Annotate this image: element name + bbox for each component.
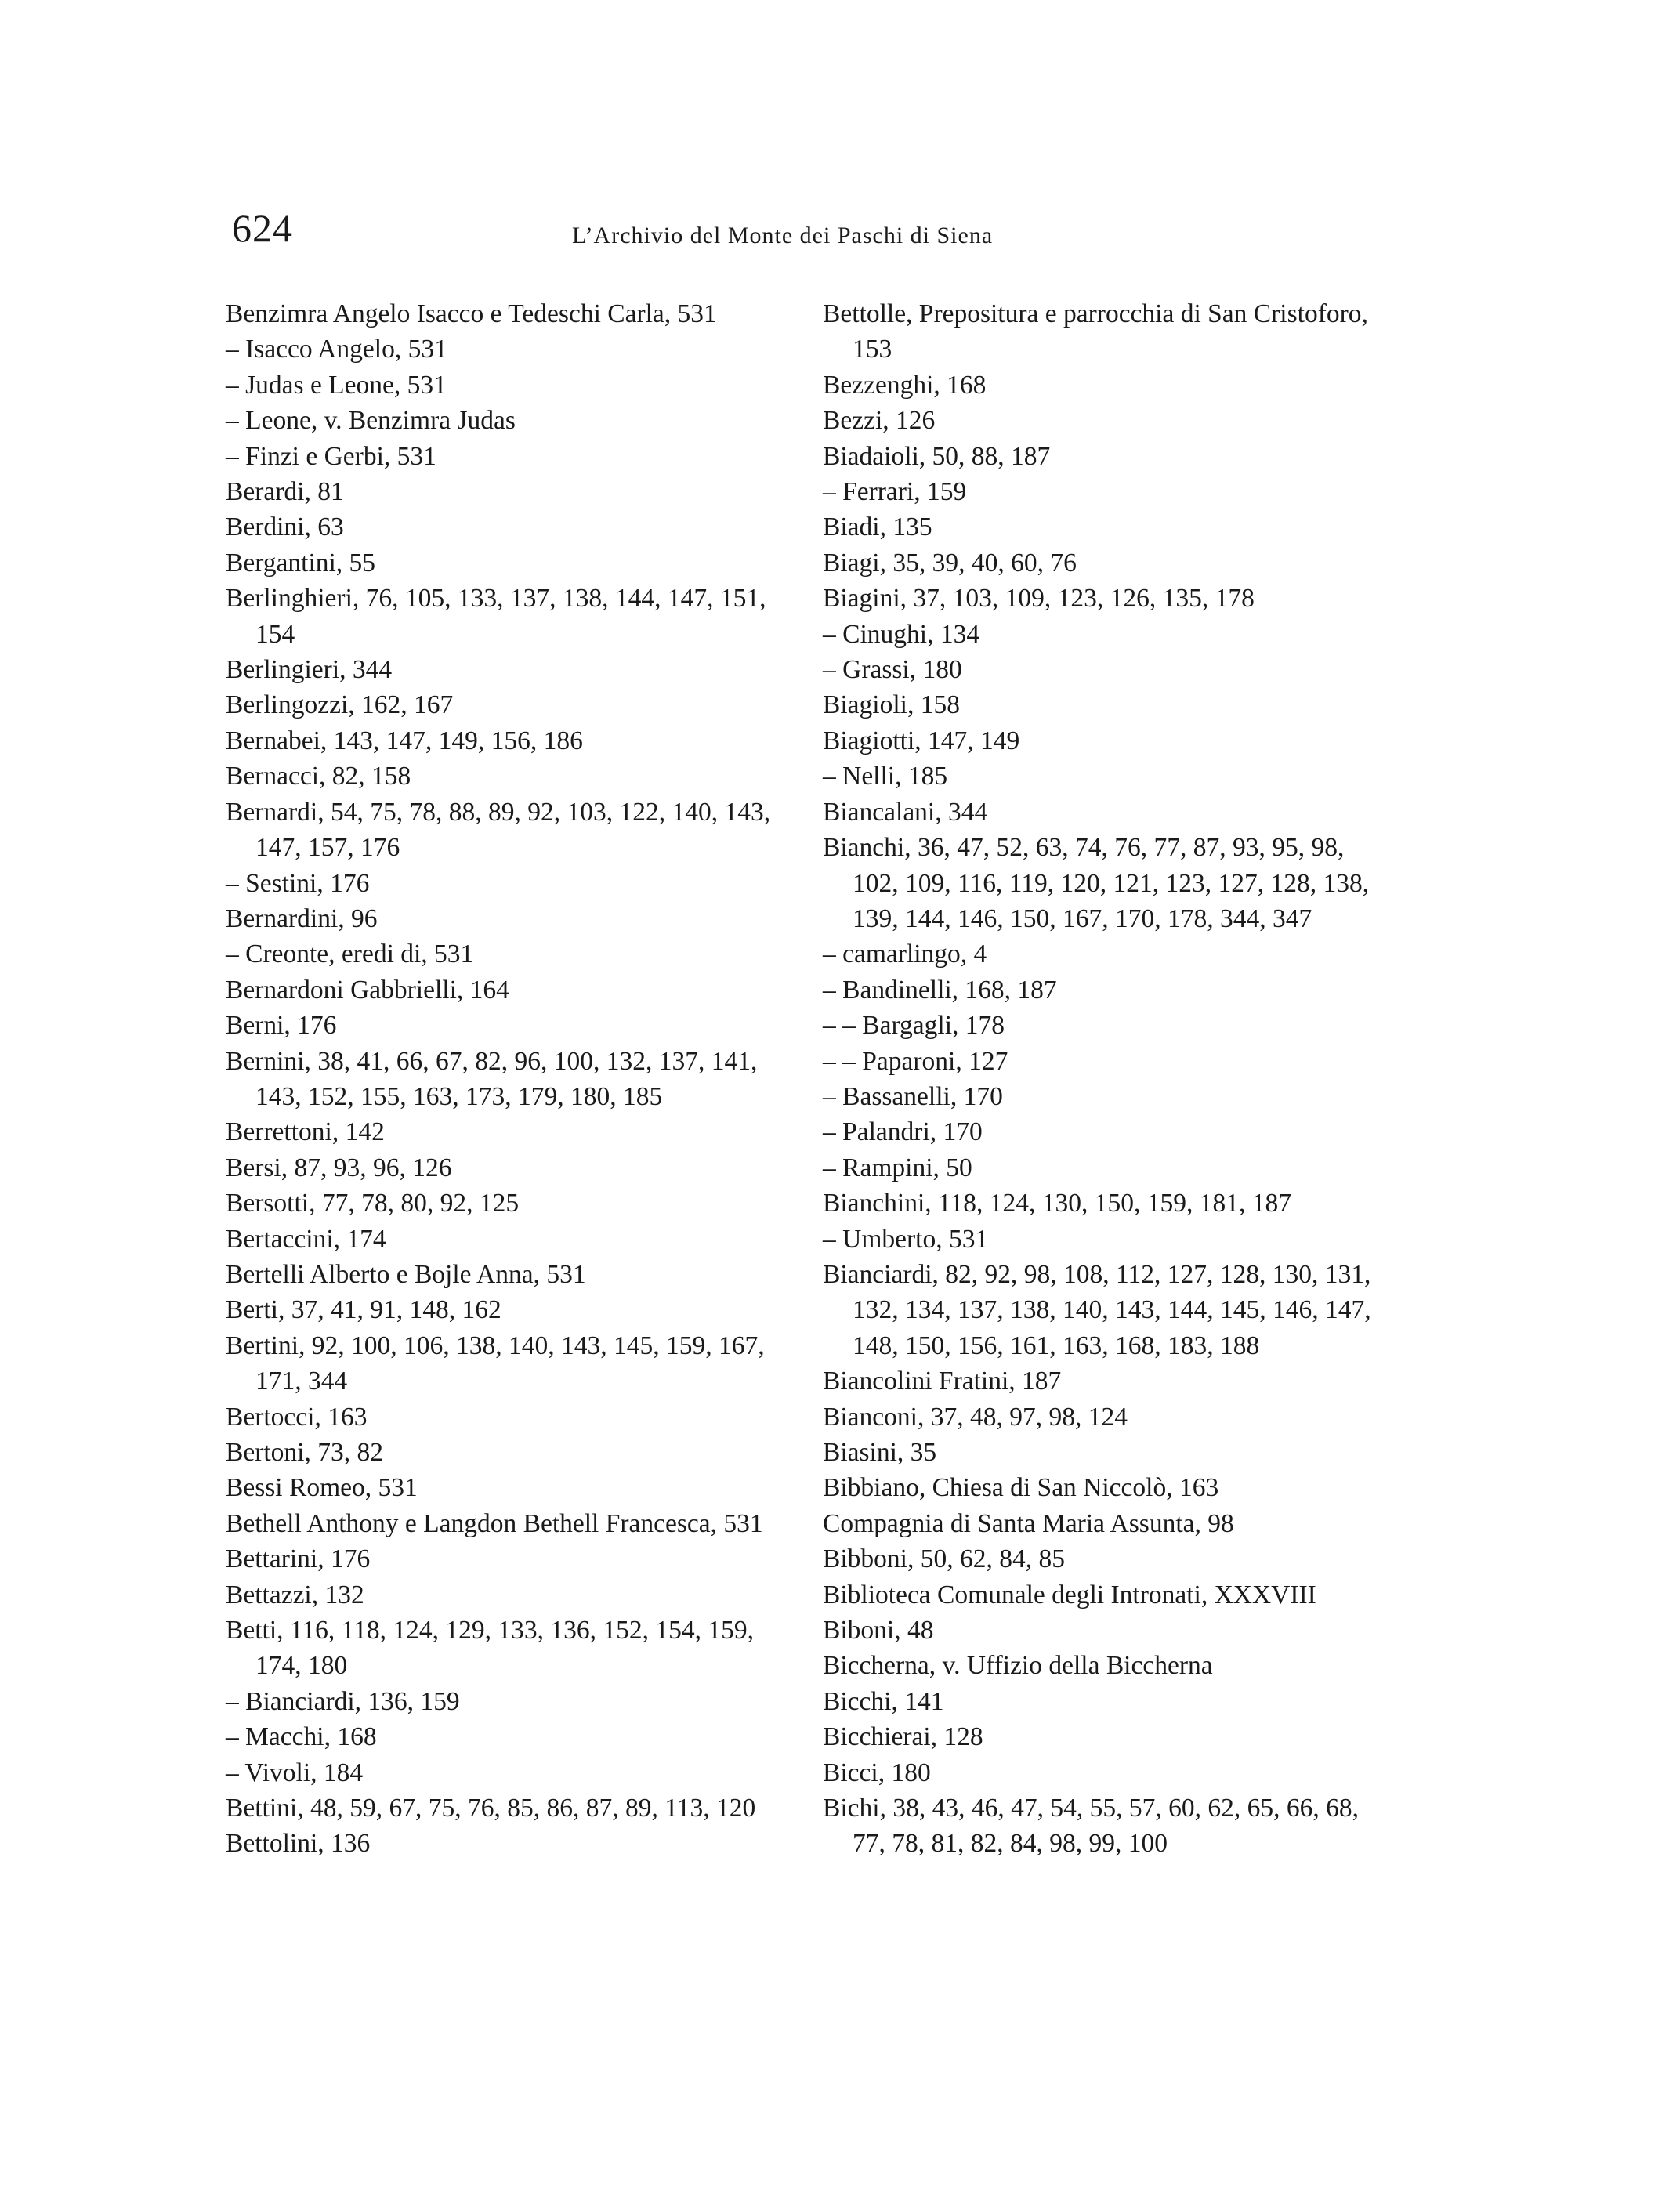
page-number: 624 [232,206,293,250]
index-entry: Bethell Anthony e Langdon Bethell Francesca, 531 [226,1508,763,1538]
index-entry: Bernini, 38, 41, 66, 67, 82, 96, 100, 132, 137, 141, 143, 152, 155, 163, 173, 179, 180, 185 [226,1046,758,1111]
index-entry: Bettarini, 176 [226,1544,371,1574]
index-entry: Biancalani, 344 [823,797,988,827]
index-entry: Berlingieri, 344 [226,655,393,685]
index-entry: – Isacco Angelo, 531 [226,335,447,364]
index-entry: Berni, 176 [226,1011,337,1041]
index-entry: – Leone, v. Benzimra Judas [226,406,516,436]
index-entry: Bessi Romeo, 531 [226,1473,418,1503]
index-entry: – Ferrari, 159 [823,477,967,507]
index-entry: – Macchi, 168 [226,1722,377,1752]
index-entry: Biagioli, 158 [823,690,960,720]
index-entry: – Umberto, 531 [823,1224,989,1254]
index-entry: Bicchierai, 128 [823,1722,983,1752]
index-column-left [226,296,790,1862]
index-entry: Bibbiano, Chiesa di San Niccolò, 163 [823,1473,1219,1503]
index-entry: Berlinghieri, 76, 105, 133, 137, 138, 144, 147, 151, 154 [226,584,766,649]
index-entry: – Cinughi, 134 [823,619,980,649]
index-entry: Biadi, 135 [823,512,932,542]
index-entry: Bertelli Alberto e Bojle Anna, 531 [226,1259,586,1289]
index-entry: Bezzi, 126 [823,406,936,436]
index-entry: – Creonte, eredi di, 531 [226,940,474,969]
index-entry: Bezzenghi, 168 [823,370,987,400]
index-entry: – Bianciardi, 136, 159 [226,1686,460,1716]
index-entry: Bianciardi, 82, 92, 98, 108, 112, 127, 128, 130, 131, 132, 134, 137, 138, 140, 143, 144, 145, 146, 147, 148, 150, 156, 161, 163, 168, 183, 188 [823,1259,1371,1360]
index-entry: Bianchi, 36, 47, 52, 63, 74, 76, 77, 87, 93, 95, 98, 102, 109, 116, 119, 120, 121, 123, 127, 128, 138, 139, 144, 146, 150, 167, 170, 178, 344, 347 [823,833,1370,933]
index-entry: – Nelli, 185 [823,762,948,791]
index-entry: – – Bargagli, 178 [823,1011,1005,1041]
index-entry: Bibboni, 50, 62, 84, 85 [823,1544,1065,1574]
index-entry: – Judas e Leone, 531 [226,370,447,400]
index-entry: Bersi, 87, 93, 96, 126 [226,1153,452,1182]
index-entry: Berrettoni, 142 [226,1117,385,1147]
index-entry: – – Paparoni, 127 [823,1046,1008,1076]
index-entry: Bertocci, 163 [226,1402,368,1432]
index-entry: – Rampini, 50 [823,1153,972,1182]
index-entry: Biagini, 37, 103, 109, 123, 126, 135, 178 [823,584,1255,614]
index-entry: – Bandinelli, 168, 187 [823,975,1057,1005]
index-entry: – Finzi e Gerbi, 531 [226,441,436,471]
index-entry: Biancolini Fratini, 187 [823,1367,1062,1396]
index-entry: Bicchi, 141 [823,1686,944,1716]
index-entry: Bianconi, 37, 48, 97, 98, 124 [823,1402,1128,1432]
index-entry: Bettazzi, 132 [226,1580,364,1609]
index-entry: Biagi, 35, 39, 40, 60, 76 [823,548,1077,577]
index-entry: Benzimra Angelo Isacco e Tedeschi Carla, 531 [226,299,717,328]
index-entry: Biagiotti, 147, 149 [823,726,1020,755]
index-entry: Bertaccini, 174 [226,1224,386,1254]
index-entry: Biboni, 48 [823,1616,934,1646]
index-entry: Biccherna, v. Uffizio della Biccherna [823,1651,1213,1681]
index-entry: Bersotti, 77, 78, 80, 92, 125 [226,1189,520,1218]
index-entry: Betti, 116, 118, 124, 129, 133, 136, 152, 154, 159, 174, 180 [226,1616,755,1681]
index-entry: Compagnia di Santa Maria Assunta, 98 [823,1508,1234,1538]
index-entry: – Sestini, 176 [226,868,370,898]
index-entry: Berti, 37, 41, 91, 148, 162 [226,1295,501,1325]
index-entry: Berardi, 81 [226,477,344,507]
index-entry: – Vivoli, 184 [226,1758,364,1787]
index-entry: Bichi, 38, 43, 46, 47, 54, 55, 57, 60, 62, 65, 66, 68, 77, 78, 81, 82, 84, 98, 99, 100 [823,1794,1359,1859]
index-entry: – camarlingo, 4 [823,940,987,969]
index-entry: – Grassi, 180 [823,655,962,685]
index-entry: Bianchini, 118, 124, 130, 150, 159, 181, 187 [823,1189,1292,1218]
index-entry: Bergantini, 55 [226,548,376,577]
index-entry: Bettolini, 136 [226,1829,371,1859]
index-entry: Bernabei, 143, 147, 149, 156, 186 [226,726,583,755]
index-entry: Berdini, 63 [226,512,344,542]
index-entry: Berlingozzi, 162, 167 [226,690,454,720]
index-entry: Bernardoni Gabbrielli, 164 [226,975,509,1005]
index-entry: Bicci, 180 [823,1758,931,1787]
index-entry: Bernardi, 54, 75, 78, 88, 89, 92, 103, 122, 140, 143, 147, 157, 176 [226,797,771,863]
index-entry: – Palandri, 170 [823,1117,983,1147]
index-entry: Bernacci, 82, 158 [226,762,411,791]
index-column-right [823,296,1395,1862]
index-entry: Biadaioli, 50, 88, 187 [823,441,1051,471]
index-entry: Bertini, 92, 100, 106, 138, 140, 143, 145, 159, 167, 171, 344 [226,1331,765,1396]
index-entry: – Bassanelli, 170 [823,1081,1003,1111]
index-entry: Bettolle, Prepositura e parrocchia di San Cristoforo, 153 [823,299,1368,364]
index-entry: Biblioteca Comunale degli Intronati, XXXVIII [823,1580,1316,1609]
index-entry: Bertoni, 73, 82 [226,1438,383,1467]
index-entry: Bettini, 48, 59, 67, 75, 76, 85, 86, 87, 89, 113, 120 [226,1794,756,1823]
running-head: L’Archivio del Monte dei Paschi di Siena [572,223,994,248]
index-entry: Bernardini, 96 [226,903,378,933]
index-entry: Biasini, 35 [823,1438,937,1467]
